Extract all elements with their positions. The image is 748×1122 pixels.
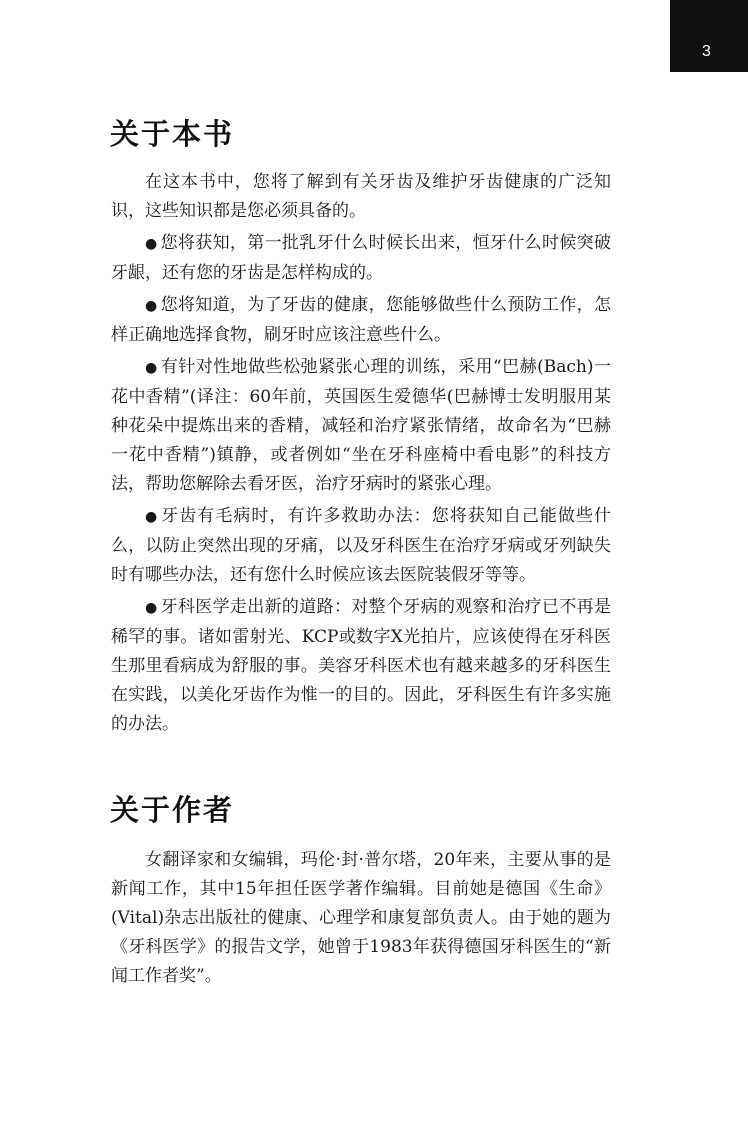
point-text: 有针对性地做些松弛紧张心理的训练，采用“巴赫(Bach)一花中香精”(译注：60年前，英国医生爱德华(巴赫博士发明服用某种花朵中提炼出来的香精，减轻和治疗紧张情绪，故命名为“巴赫一花中香精”)镇静，或者例如“坐在牙科座椅中看电影”的科技方法，帮助您解除去看牙医，治疗牙病时的紧张心理。 <box>111 357 612 494</box>
about-book-point <box>111 229 611 288</box>
point-text: 您将获知，第一批乳牙什么时候长出来，恒牙什么时候突破牙龈，还有您的牙齿是怎样构成的。 <box>111 233 612 283</box>
bullet-icon: ● <box>145 509 159 525</box>
bullet-icon: ● <box>145 236 158 252</box>
about-author-text: 女翻译家和女编辑，玛伦·封·普尔塔，20年来，主要从事的是新闻工作，其中15年担任医学著作编辑。目前她是德国《生命》(Vital)杂志出版社的健康、心理学和康复部负责人。由于她的题为《牙科医学》的报告文学，她曾于1983年获得德国牙科医生的“新闻工作者奖”。 <box>111 850 611 986</box>
about-book-point <box>111 353 611 499</box>
page-number-tab <box>670 0 748 72</box>
about-book-point <box>111 593 611 739</box>
about-book-point <box>111 291 611 350</box>
about-book-point <box>111 502 611 590</box>
point-text: 牙科医学走出新的道路：对整个牙病的观察和治疗已不再是稀罕的事。诸如雷射光、KCP或数字X光拍片，应该使得在牙科医生那里看病成为舒服的事。美容牙科医术也有越来越多的牙科医生在实践，以美化牙齿作为惟一的目的。因此，牙科医生有许多实施的办法。 <box>111 597 612 734</box>
about-book-intro: 在这本书中，您将了解到有关牙齿及维护牙齿健康的广泛知识，这些知识都是您必须具备的。 <box>111 172 611 221</box>
page-number: 3 <box>702 43 711 60</box>
about-author-section <box>111 846 611 994</box>
bullet-icon: ● <box>145 600 158 616</box>
point-text: 牙齿有毛病时，有许多救助办法：您将获知自己能做些什么，以防止突然出现的牙痛，以及牙科医生在治疗牙病或牙列缺失时有哪些办法，还有您什么时候应该去医院装假牙等等。 <box>111 506 611 585</box>
point-text: 您将知道，为了牙齿的健康，您能够做些什么预防工作，怎样正确地选择食物，刷牙时应该注意些什么。 <box>111 295 612 345</box>
about-book-heading: 关于本书 <box>110 117 235 151</box>
bullet-icon: ● <box>145 360 158 376</box>
bullet-icon: ● <box>145 298 158 314</box>
about-book-section <box>111 168 611 742</box>
about-author-heading: 关于作者 <box>110 793 235 827</box>
